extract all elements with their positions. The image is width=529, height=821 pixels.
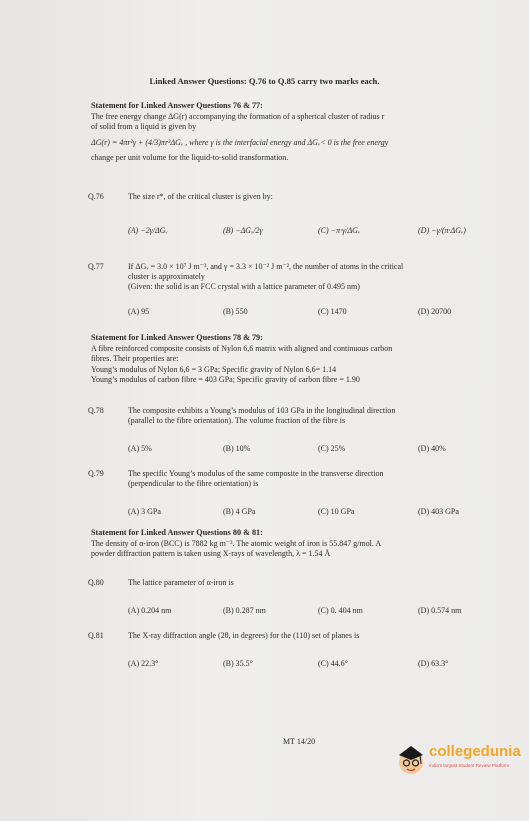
question-line: If ΔGᵥ = 3.0 × 10⁷ J m⁻³, and γ = 3.3 × 10⁻² J m⁻², the number of atoms in the critical bbox=[128, 262, 404, 271]
option-c: (C) 0. 404 nm bbox=[318, 606, 363, 615]
question-text: The lattice parameter of α-iron is bbox=[128, 578, 234, 587]
question-line: The composite exhibits a Young’s modulus of 103 GPa in the longitudinal direction bbox=[128, 406, 396, 415]
mascot-icon bbox=[396, 742, 426, 778]
question-number: Q.80 bbox=[88, 578, 104, 587]
option-a: (A) 0.204 nm bbox=[128, 606, 172, 615]
statement-76-77 bbox=[91, 101, 511, 164]
option-d: (D) 40% bbox=[418, 444, 446, 453]
option-d: (D) 0.574 nm bbox=[418, 606, 462, 615]
question-text bbox=[128, 469, 498, 489]
question-text bbox=[128, 406, 498, 426]
question-line: (parallel to the fibre orientation). The volume fraction of the fibre is bbox=[128, 416, 346, 425]
section-heading: Linked Answer Questions: Q.76 to Q.85 carry two marks each. bbox=[149, 76, 380, 86]
options-q81 bbox=[128, 659, 508, 671]
option-c: (C) 10 GPa bbox=[318, 507, 355, 516]
statement-line: fibres. Their properties are: bbox=[91, 354, 179, 363]
question-line: (Given: the solid is an FCC crystal with a lattice parameter of 0.495 nm) bbox=[128, 282, 360, 291]
question-line: cluster is approximately bbox=[128, 272, 205, 281]
statement-78-79 bbox=[91, 333, 511, 386]
option-d: (D) 20700 bbox=[418, 307, 452, 316]
option-d: (D) 63.3° bbox=[418, 659, 449, 668]
question-line: The specific Young’s modulus of the same composite in the transverse direction bbox=[128, 469, 384, 478]
question-text: The X-ray diffraction angle (2θ, in degrees) for the (110) set of planes is bbox=[128, 631, 360, 640]
question-number: Q.76 bbox=[88, 192, 104, 201]
free-energy-formula: ΔG(r) = 4πr²γ + (4/3)πr³ΔGᵥ , where γ is the interfacial energy and ΔGᵥ< 0 is the free energy bbox=[91, 137, 389, 147]
option-b: (B) 4 GPa bbox=[223, 507, 256, 516]
options-q76 bbox=[128, 226, 508, 238]
option-a: (A) 95 bbox=[128, 307, 150, 316]
option-c: (C) 1470 bbox=[318, 307, 347, 316]
brand-tagline: India's largest Student Review Platform bbox=[429, 763, 510, 768]
question-number: Q.79 bbox=[88, 469, 104, 478]
statement-line: of solid from a liquid is given by bbox=[91, 122, 197, 131]
question-number: Q.77 bbox=[88, 262, 104, 271]
statement-title: Statement for Linked Answer Questions 76 & 77: bbox=[91, 101, 263, 110]
option-a: (A) 5% bbox=[128, 444, 152, 453]
statement-line: Young’s modulus of Nylon 6,6 = 3 GPa; Specific gravity of Nylon 6,6= 1.14 bbox=[91, 364, 337, 374]
options-q79 bbox=[128, 507, 508, 519]
statement-title: Statement for Linked Answer Questions 78 & 79: bbox=[91, 333, 263, 342]
option-c: (C) 25% bbox=[318, 444, 346, 453]
statement-line: powder diffraction pattern is taken using X-rays of wavelength, λ = 1.54 Å bbox=[91, 549, 331, 558]
option-b: (B) 35.5° bbox=[223, 659, 253, 668]
option-a: (A) 22.3° bbox=[128, 659, 159, 668]
option-a: (A) −2γ/ΔGᵥ bbox=[128, 226, 168, 235]
statement-line: The density of α-iron (BCC) is 7882 kg m⁻³. The atomic weight of iron is 55.847 g/mol. A bbox=[91, 538, 382, 548]
option-b: (B) 0.287 nm bbox=[223, 606, 266, 615]
statement-title: Statement for Linked Answer Questions 80 & 81: bbox=[91, 528, 263, 537]
collegedunia-logo[interactable] bbox=[393, 739, 529, 783]
statement-line: The free energy change ΔG(r) accompanying the formation of a spherical cluster of radius r bbox=[91, 111, 385, 121]
options-q78 bbox=[128, 444, 508, 456]
question-text bbox=[128, 262, 498, 292]
statement-80-81 bbox=[91, 528, 511, 560]
option-a: (A) 3 GPa bbox=[128, 507, 161, 516]
option-d: (D) −γ/(π·ΔGᵥ) bbox=[418, 226, 466, 235]
option-c: (C) −π·γ/ΔGᵥ bbox=[318, 226, 361, 235]
options-q77 bbox=[128, 307, 508, 319]
option-b: (B) 550 bbox=[223, 307, 248, 316]
question-line: (perpendicular to the fibre orientation) is bbox=[128, 479, 259, 488]
options-q80 bbox=[128, 606, 508, 618]
question-number: Q.81 bbox=[88, 631, 104, 640]
statement-line: A fibre reinforced composite consists of Nylon 6,6 matrix with aligned and continuous carbon bbox=[91, 343, 393, 353]
statement-line: Young’s modulus of carbon fibre = 403 GPa; Specific gravity of carbon fibre = 1.90 bbox=[91, 375, 360, 384]
question-text: The size r*, of the critical cluster is given by: bbox=[128, 192, 273, 201]
statement-line: change per unit volume for the liquid-to-solid transformation. bbox=[91, 153, 289, 162]
brand-name: collegedunia bbox=[429, 743, 521, 760]
question-number: Q.78 bbox=[88, 406, 104, 415]
page-number: MT 14/20 bbox=[283, 737, 316, 746]
option-c: (C) 44.6° bbox=[318, 659, 348, 668]
option-b: (B) −ΔGᵥ/2γ bbox=[223, 226, 263, 235]
option-b: (B) 10% bbox=[223, 444, 251, 453]
option-d: (D) 403 GPa bbox=[418, 507, 459, 516]
